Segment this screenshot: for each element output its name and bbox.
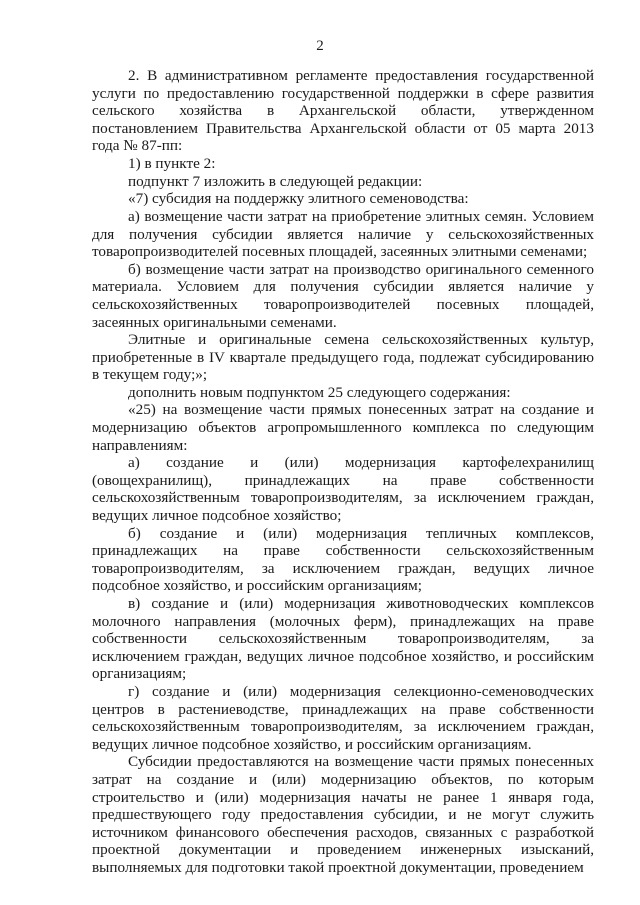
paragraph-subitem-25a: а) создание и (или) модернизация картофелехранилищ (овощехранилищ), принадлежащих на праве собственности сельскохозяйственным товаропроизводителям, за исключением граждан, ведущих личное подсобное хозяйство; (92, 454, 594, 525)
paragraph-subitem-25v: в) создание и (или) модернизация животноводческих комплексов молочного направления (молочных ферм), принадлежащих на праве собственности сельскохозяйственным товаропроизводителям, за исключением граждан, ведущих личное подсобное хозяйство, и российским организациям; (92, 595, 594, 683)
paragraph-elite-seeds-note: Элитные и оригинальные семена сельскохозяйственных культур, приобретенные в IV квартале предыдущего года, подлежат субсидированию в текущем году;»; (92, 331, 594, 384)
page-number: 2 (316, 38, 324, 54)
paragraph-amendment-intro: 2. В административном регламенте предоставления государственной услуги по предоставлению государственной поддержки в сфере развития сельского хозяйства в Архангельской области, утвержденном постановлением Правительства Архангельской области от 05 марта 2013 года № 87-пп: (92, 67, 594, 155)
paragraph-subitem-25g: г) создание и (или) модернизация селекционно-семеноводческих центров в растениеводстве, принадлежащих на праве собственности сельскохозяйственным товаропроизводителям, за исключением граждан, ведущих личное подсобное хозяйство, и российским организациям. (92, 682, 594, 753)
paragraph-subitem-7-instruction: подпункт 7 изложить в следующей редакции: (128, 172, 423, 190)
paragraph-subitem-7a: а) возмещение части затрат на приобретение элитных семян. Условием для получения субсидии является наличие у сельскохозяйственных товаропроизводителей посевных площадей, засеянных элитными семенами; (92, 207, 594, 261)
paragraph-subitem-7-title: «7) субсидия на поддержку элитного семеноводства: (128, 190, 469, 208)
paragraph-subitem-25-title: «25) на возмещение части прямых понесенных затрат на создание и модернизацию объектов агропромышленного комплекса по следующим направлениям: (92, 401, 594, 454)
document-body (92, 67, 594, 877)
paragraph-subitem-25b: б) создание и (или) модернизация тепличных комплексов, принадлежащих на праве собственности сельскохозяйственным товаропроизводителям, за исключением граждан, ведущих личное подсобное хозяйство, и российским организациям; (92, 524, 594, 595)
paragraph-subitem-7b: б) возмещение части затрат на производство оригинального семенного материала. Условием для получения субсидии является наличие у сельскохозяйственных товаропроизводителей посевных площадей, засеянных оригинальными семенами. (92, 260, 594, 331)
paragraph-subitem-25-instruction: дополнить новым подпунктом 25 следующего содержания: (128, 383, 511, 401)
paragraph-subsidy-conditions: Субсидии предоставляются на возмещение части прямых понесенных затрат на создание и (или) модернизацию объектов, по которым строительство и (или) модернизация начаты не ранее 1 января года, предшествующего году предоставления субсидии, и не могут служить источником финансового обеспечения расходов, связанных с разработкой проектной документации и проведением инженерных изысканий, выполняемых для подготовки такой проектной документации, проведением (92, 753, 594, 876)
paragraph-item-1: 1) в пункте 2: (128, 155, 216, 173)
